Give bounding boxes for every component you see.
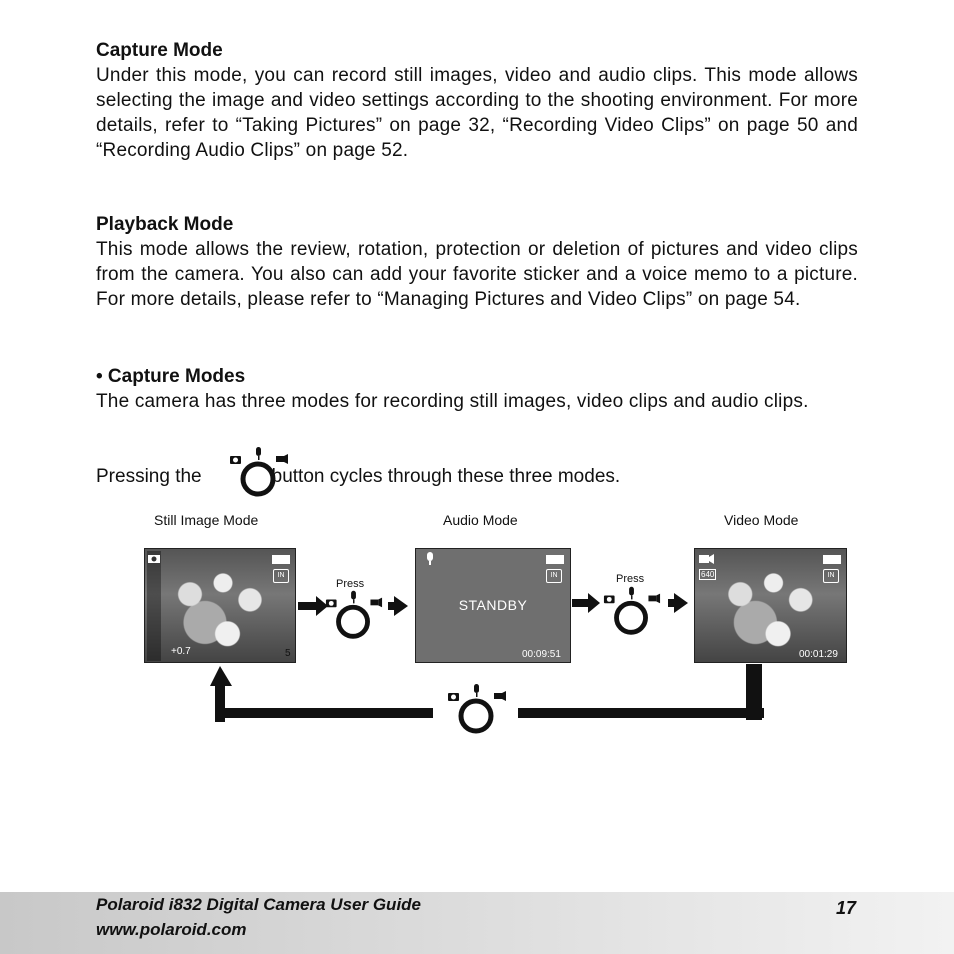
arrow-right-icon: [298, 595, 410, 617]
playback-mode-section: [96, 212, 858, 312]
ev-value: +0.7: [171, 646, 191, 657]
storage-badge: IN: [273, 569, 289, 583]
pressing-before: Pressing the: [96, 466, 202, 487]
video-screen: [694, 548, 847, 663]
press-label-2: Press: [616, 573, 645, 585]
audio-mode-label: Audio Mode: [443, 512, 518, 528]
mode-dial-icon: [446, 683, 508, 735]
video-mode-label: Video Mode: [724, 512, 799, 528]
capture-modes-body: The camera has three modes for recording still images, video clips and audio clips.: [96, 391, 809, 412]
audio-time: 00:09:51: [522, 649, 561, 660]
capture-mode-body: Under this mode, you can record still images, video and audio clips. This mode allows selecting the image and video settings according to the shooting environment. For more details, refer to “Taking Pictures” on page 32, “Recording Video Clips” on page 50 and “Recording Audio Clips” on page 52.: [96, 65, 858, 161]
capture-mode-heading: Capture Mode: [96, 40, 223, 61]
page-number: 17: [836, 898, 857, 918]
capture-modes-heading: • Capture Modes: [96, 366, 246, 387]
footer-url: www.polaroid.com: [96, 920, 247, 939]
press-label-1: Press: [336, 578, 365, 590]
camera-icon: [148, 553, 160, 563]
playback-mode-heading: Playback Mode: [96, 214, 234, 235]
playback-mode-body: This mode allows the review, rotation, protection or deletion of pictures and video clips from the camera. You also can add your favorite sticker and a voice memo to a picture. For more details, please refer to “Managing Pictures and Video Clips” on page 54.: [96, 239, 858, 310]
video-time: 00:01:29: [799, 649, 838, 660]
pressing-instruction: [96, 464, 620, 489]
microphone-icon: [425, 552, 435, 566]
capture-modes-section: [96, 364, 858, 414]
resolution-badge: 640: [701, 570, 715, 579]
audio-screen: [415, 548, 571, 663]
arrow-right-icon: [572, 592, 690, 614]
storage-badge: IN: [546, 569, 562, 583]
mode-dial-icon: [228, 446, 290, 498]
movie-camera-icon: [699, 552, 715, 564]
shot-count: 5: [285, 648, 291, 659]
footer-title: Polaroid i832 Digital Camera User Guide: [96, 895, 422, 914]
storage-badge: IN: [823, 569, 839, 583]
battery-icon: [823, 555, 841, 564]
capture-mode-section: [96, 38, 858, 163]
still-image-screen: [144, 548, 296, 663]
still-image-mode-label: Still Image Mode: [154, 512, 259, 528]
standby-status: STANDBY: [458, 597, 528, 613]
pressing-after: button cycles through these three modes.: [271, 466, 621, 487]
battery-icon: [546, 555, 564, 564]
battery-icon: [272, 555, 290, 564]
